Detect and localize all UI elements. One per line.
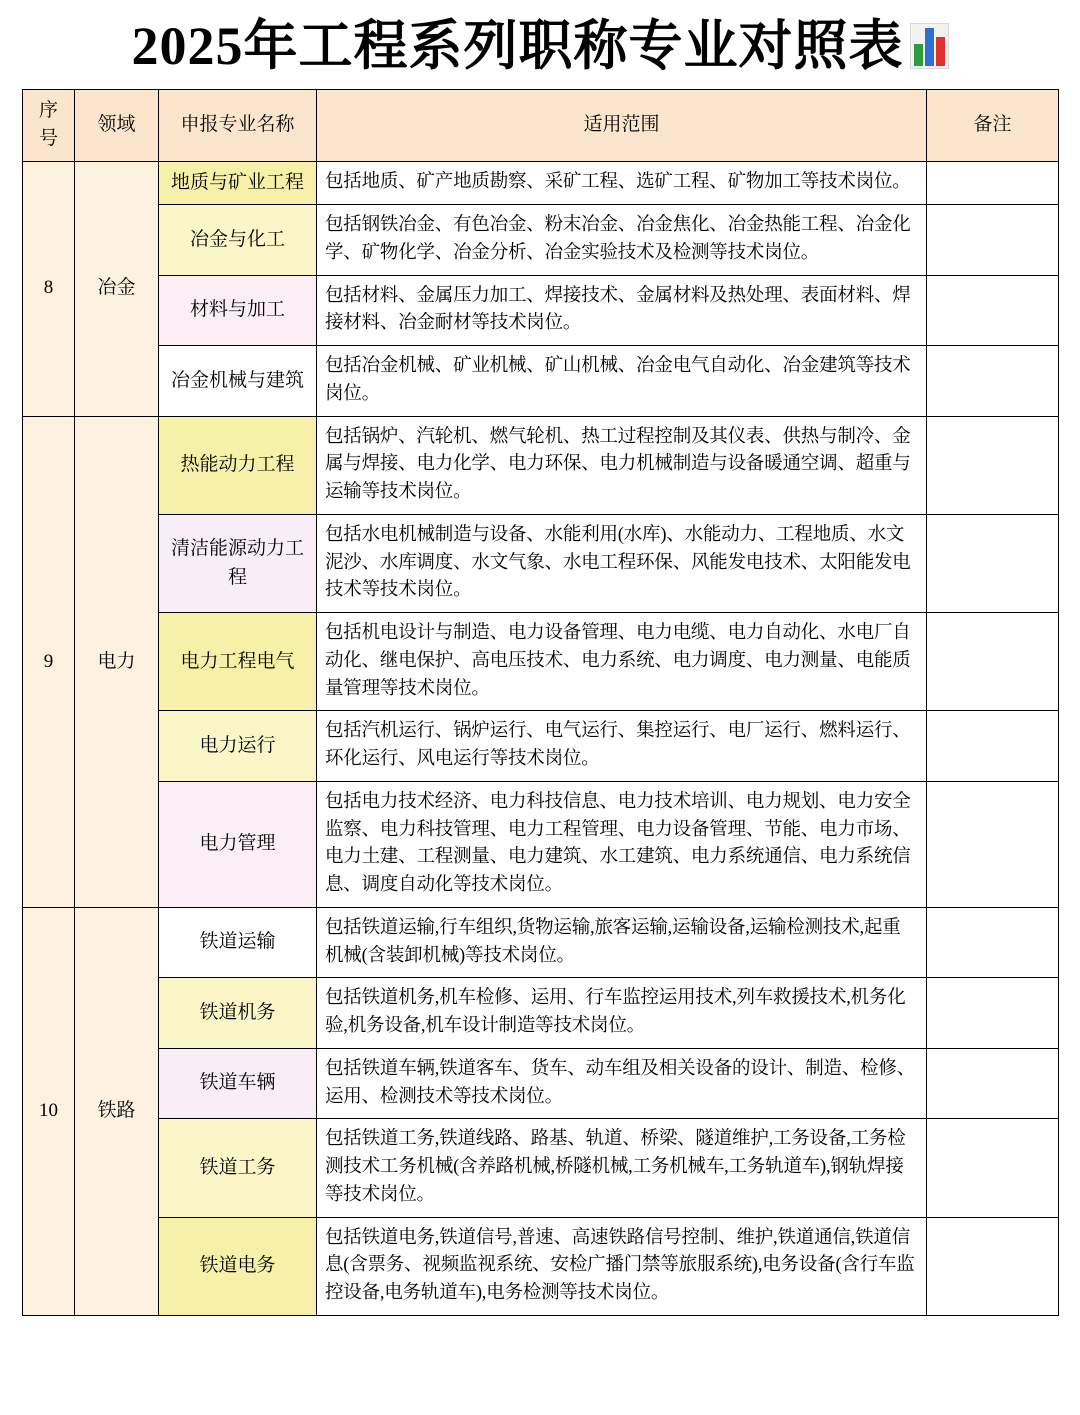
scope-text: 包括锅炉、汽轮机、燃气轮机、热工过程控制及其仪表、供热与制冷、金属与焊接、电力化学、电力环保、电力机械制造与设备暖通空调、超重与运输等技术岗位。 <box>317 416 927 514</box>
major-name: 铁道运输 <box>159 907 317 978</box>
document-title-row <box>22 18 1058 75</box>
remark-cell <box>927 346 1059 417</box>
major-name: 铁道工务 <box>159 1119 317 1217</box>
scope-text: 包括电力技术经济、电力科技信息、电力技术培训、电力规划、电力安全监察、电力科技管理、电力工程管理、电力设备管理、节能、电力市场、电力土建、工程测量、电力建筑、水工建筑、电力系统通信、电力系统信息、调度自动化等技术岗位。 <box>317 781 927 907</box>
remark-cell <box>927 1119 1059 1217</box>
table-row <box>23 416 1059 514</box>
bar-chart-icon <box>910 23 949 69</box>
scope-text: 包括铁道运输,行车组织,货物运输,旅客运输,运输设备,运输检测技术,起重机械(含装卸机械)等技术岗位。 <box>317 907 927 978</box>
remark-cell <box>927 711 1059 782</box>
remark-cell <box>927 613 1059 711</box>
table-row <box>23 1119 1059 1217</box>
group-index: 8 <box>23 161 75 416</box>
remark-cell <box>927 907 1059 978</box>
major-name: 冶金机械与建筑 <box>159 346 317 417</box>
group-index: 10 <box>23 907 75 1315</box>
remark-cell <box>927 978 1059 1049</box>
scope-text: 包括水电机械制造与设备、水能利用(水库)、水能动力、工程地质、水文泥沙、水库调度、水文气象、水电工程环保、风能发电技术、太阳能发电技术等技术岗位。 <box>317 514 927 612</box>
header-scope: 适用范围 <box>317 89 927 161</box>
scope-text: 包括材料、金属压力加工、焊接技术、金属材料及热处理、表面材料、焊接材料、冶金耐材等技术岗位。 <box>317 275 927 346</box>
table-row <box>23 161 1059 205</box>
table-row <box>23 1217 1059 1315</box>
table-row <box>23 613 1059 711</box>
major-name: 铁道电务 <box>159 1217 317 1315</box>
scope-text: 包括钢铁冶金、有色冶金、粉末冶金、冶金焦化、冶金热能工程、冶金化学、矿物化学、冶金分析、冶金实验技术及检测等技术岗位。 <box>317 205 927 276</box>
remark-cell <box>927 275 1059 346</box>
scope-text: 包括机电设计与制造、电力设备管理、电力电缆、电力自动化、水电厂自动化、继电保护、高电压技术、电力系统、电力调度、电力测量、电能质量管理等技术岗位。 <box>317 613 927 711</box>
table-row <box>23 907 1059 978</box>
remark-cell <box>927 1048 1059 1119</box>
group-field: 冶金 <box>75 161 159 416</box>
header-index: 序号 <box>23 89 75 161</box>
header-major: 申报专业名称 <box>159 89 317 161</box>
major-name: 冶金与化工 <box>159 205 317 276</box>
scope-text: 包括铁道车辆,铁道客车、货车、动车组及相关设备的设计、制造、检修、运用、检测技术等技术岗位。 <box>317 1048 927 1119</box>
remark-cell <box>927 416 1059 514</box>
table-row <box>23 1048 1059 1119</box>
group-field: 铁路 <box>75 907 159 1315</box>
scope-text: 包括汽机运行、锅炉运行、电气运行、集控运行、电厂运行、燃料运行、环化运行、风电运行等技术岗位。 <box>317 711 927 782</box>
table-row <box>23 711 1059 782</box>
profession-comparison-table <box>22 89 1059 1316</box>
remark-cell <box>927 514 1059 612</box>
table-header-row <box>23 89 1059 161</box>
scope-text: 包括地质、矿产地质勘察、采矿工程、选矿工程、矿物加工等技术岗位。 <box>317 161 927 205</box>
scope-text: 包括铁道电务,铁道信号,普速、高速铁路信号控制、维护,铁道通信,铁道信息(含票务、视频监视系统、安检广播门禁等旅服系统),电务设备(含行车监控设备,电务轨道车),电务检测等技术岗位。 <box>317 1217 927 1315</box>
table-row <box>23 978 1059 1049</box>
group-field: 电力 <box>75 416 159 907</box>
major-name: 铁道机务 <box>159 978 317 1049</box>
scope-text: 包括铁道工务,铁道线路、路基、轨道、桥梁、隧道维护,工务设备,工务检测技术工务机械(含养路机械,桥隧机械,工务机械车,工务轨道车),钢轨焊接等技术岗位。 <box>317 1119 927 1217</box>
remark-cell <box>927 1217 1059 1315</box>
major-name: 地质与矿业工程 <box>159 161 317 205</box>
major-name: 铁道车辆 <box>159 1048 317 1119</box>
major-name: 电力工程电气 <box>159 613 317 711</box>
major-name: 材料与加工 <box>159 275 317 346</box>
table-row <box>23 205 1059 276</box>
table-row <box>23 514 1059 612</box>
table-row <box>23 275 1059 346</box>
major-name: 电力运行 <box>159 711 317 782</box>
table-row <box>23 781 1059 907</box>
major-name: 清洁能源动力工程 <box>159 514 317 612</box>
table-row <box>23 346 1059 417</box>
major-name: 电力管理 <box>159 781 317 907</box>
remark-cell <box>927 205 1059 276</box>
scope-text: 包括冶金机械、矿业机械、矿山机械、冶金电气自动化、冶金建筑等技术岗位。 <box>317 346 927 417</box>
group-index: 9 <box>23 416 75 907</box>
remark-cell <box>927 161 1059 205</box>
header-remark: 备注 <box>927 89 1059 161</box>
page-title: 2025年工程系列职称专业对照表 <box>131 16 904 76</box>
scope-text: 包括铁道机务,机车检修、运用、行车监控运用技术,列车救援技术,机务化验,机务设备,机车设计制造等技术岗位。 <box>317 978 927 1049</box>
major-name: 热能动力工程 <box>159 416 317 514</box>
header-field: 领域 <box>75 89 159 161</box>
remark-cell <box>927 781 1059 907</box>
